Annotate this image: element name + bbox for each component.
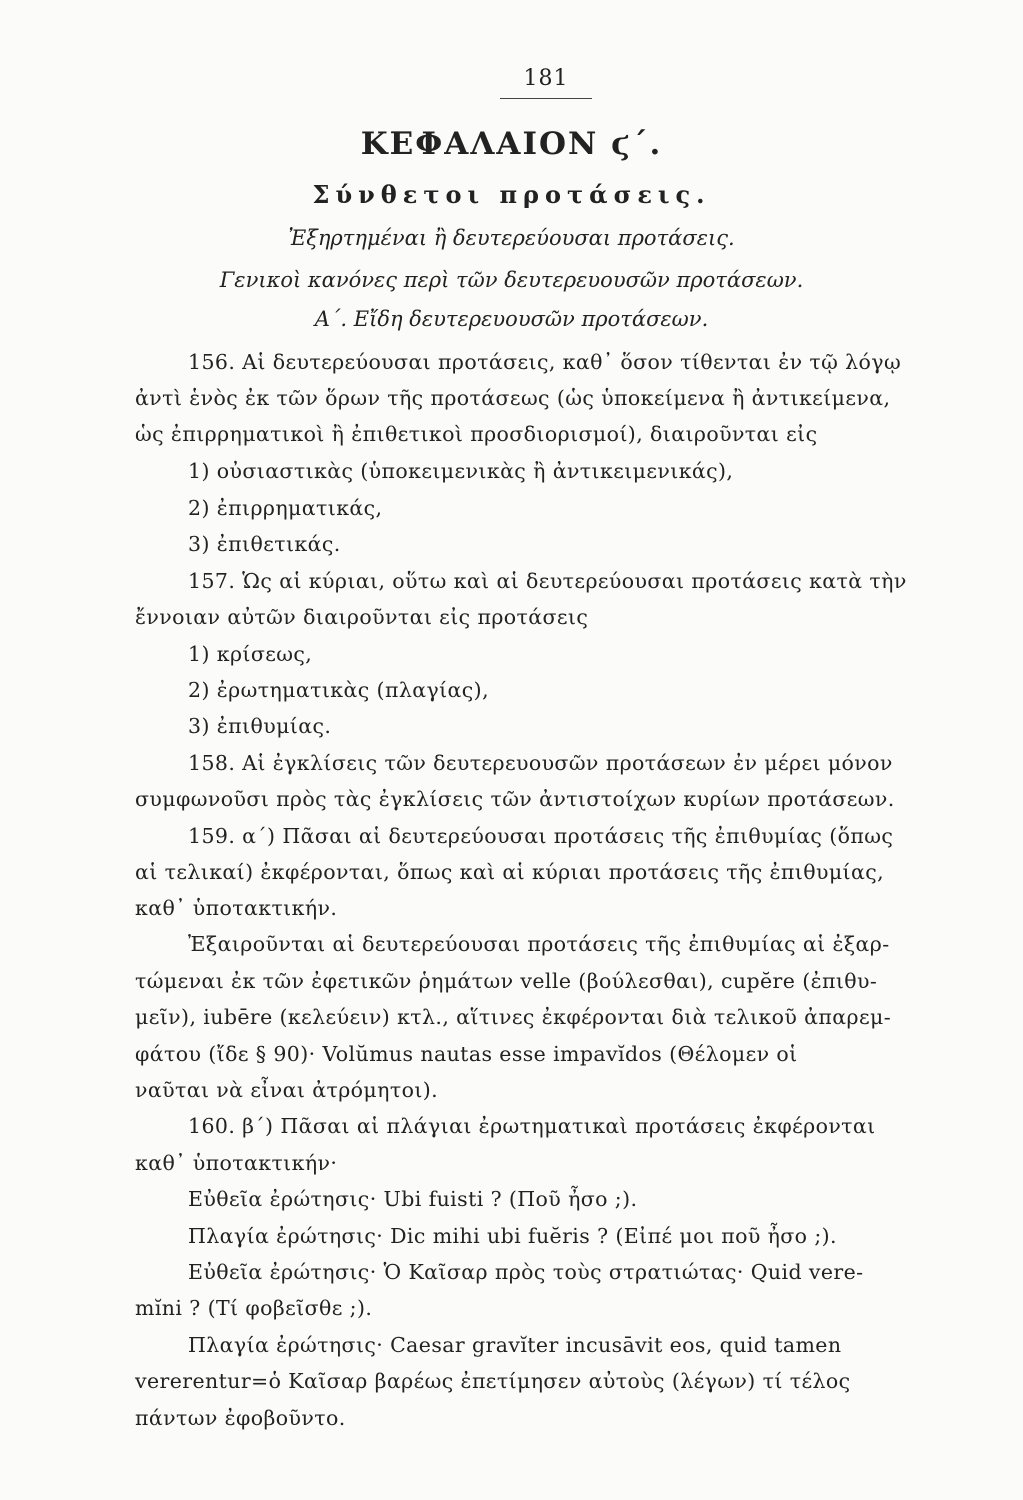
list-item: 2) ἐπιρρηματικάς,	[188, 496, 383, 520]
chapter-title: ΚΕΦΑΛΑΙΟΝ ϛ΄.	[360, 126, 663, 162]
text-line: 156. Αἱ δευτερεύουσαι προτάσεις, καθ᾽ ὅσον τίθενται ἐν τῷ λόγῳ	[188, 350, 902, 374]
section-heading: Ἐξηρτημέναι ἢ δευτερεύουσαι προτάσεις.	[288, 226, 735, 250]
text-line: Εὐθεῖα ἐρώτησις· Ὁ Καῖσαρ πρὸς τοὺς στρατιώτας· Quid vere-	[188, 1260, 864, 1284]
text-line: ἀντὶ ἑνὸς ἐκ τῶν ὅρων τῆς προτάσεως (ὡς ὑποκείμενα ἢ ἀντικείμενα,	[135, 386, 891, 410]
text-line: 160. β΄) Πᾶσαι αἱ πλάγιαι ἐρωτηματικαὶ προτάσεις ἐκφέρονται	[188, 1114, 876, 1138]
chapter-subtitle: Σύνθετοι προτάσεις.	[312, 180, 711, 209]
text-line: καθ᾽ ὑποτακτικήν.	[135, 896, 338, 920]
text-line: 159. α΄) Πᾶσαι αἱ δευτερεύουσαι προτάσεις τῆς ἐπιθυμίας (ὅπως	[188, 824, 894, 848]
list-item: 3) ἐπιθετικάς.	[188, 532, 341, 556]
text-line: Πλαγία ἐρώτησις· Dic mihi ubi fuĕris ? (Εἰπέ μοι ποῦ ἦσο ;).	[188, 1224, 837, 1248]
page-number: 181	[523, 66, 569, 91]
text-line: πάντων ἐφοβοῦντο.	[135, 1406, 346, 1430]
text-line: ἔννοιαν αὐτῶν διαιροῦνται εἰς προτάσεις	[135, 605, 589, 629]
list-item: 2) ἐρωτηματικὰς (πλαγίας),	[188, 678, 489, 702]
text-line: 158. Αἱ ἐγκλίσεις τῶν δευτερευουσῶν προτάσεων ἐν μέρει μόνον	[188, 751, 893, 775]
text-line: ὡς ἐπιρρηματικοὶ ἢ ἐπιθετικοὶ προσδιορισμοί), διαιροῦνται εἰς	[135, 422, 818, 446]
text-line: καθ᾽ ὑποτακτικήν·	[135, 1151, 338, 1175]
list-item: 3) ἐπιθυμίας.	[188, 714, 332, 738]
text-line: Ἐξαιροῦνται αἱ δευτερεύουσαι προτάσεις τῆς ἐπιθυμίας αἱ ἐξαρ-	[188, 932, 890, 956]
text-line: vererentur=ὁ Καῖσαρ βαρέως ἐπετίμησεν αὐτοὺς (λέγων) τί τέλος	[135, 1369, 851, 1393]
text-line: τώμεναι ἐκ τῶν ἐφετικῶν ῥημάτων velle (βούλεσθαι), cupĕre (ἐπιθυ-	[135, 969, 878, 993]
section-heading: Γενικοὶ κανόνες περὶ τῶν δευτερευουσῶν προτάσεων.	[219, 268, 804, 292]
text-line: ναῦται νὰ εἶναι ἀτρόμητοι).	[135, 1078, 439, 1102]
text-line: Πλαγία ἐρώτησις· Caesar gravĭter incusāvit eos, quid tamen	[188, 1333, 842, 1357]
text-line: αἱ τελικαί) ἐκφέρονται, ὅπως καὶ αἱ κύριαι προτάσεις τῆς ἐπιθυμίας,	[135, 860, 885, 884]
list-item: 1) κρίσεως,	[188, 642, 313, 666]
text-line: μεῖν), iubēre (κελεύειν) κτλ., αἵτινες ἐκφέρονται διὰ τελικοῦ ἀπαρεμ-	[135, 1005, 892, 1029]
text-line: φάτου (ἴδε § 90)· Volŭmus nautas esse impavĭdos (Θέλομεν οἱ	[135, 1042, 798, 1066]
page-number-rule	[500, 98, 592, 99]
list-item: 1) οὐσιαστικὰς (ὑποκειμενικὰς ἢ ἀντικειμενικάς),	[188, 459, 734, 483]
text-line: mĭni ? (Τί φοβεῖσθε ;).	[135, 1296, 373, 1320]
text-line: συμφωνοῦσι πρὸς τὰς ἐγκλίσεις τῶν ἀντιστοίχων κυρίων προτάσεων.	[135, 787, 895, 811]
section-heading: Α΄. Εἴδη δευτερευουσῶν προτάσεων.	[314, 307, 709, 331]
text-line: 157. Ὡς αἱ κύριαι, οὕτω καὶ αἱ δευτερεύουσαι προτάσεις κατὰ τὴν	[188, 569, 907, 593]
text-line: Εὐθεῖα ἐρώτησις· Ubi fuisti ? (Ποῦ ἦσο ;).	[188, 1187, 638, 1211]
